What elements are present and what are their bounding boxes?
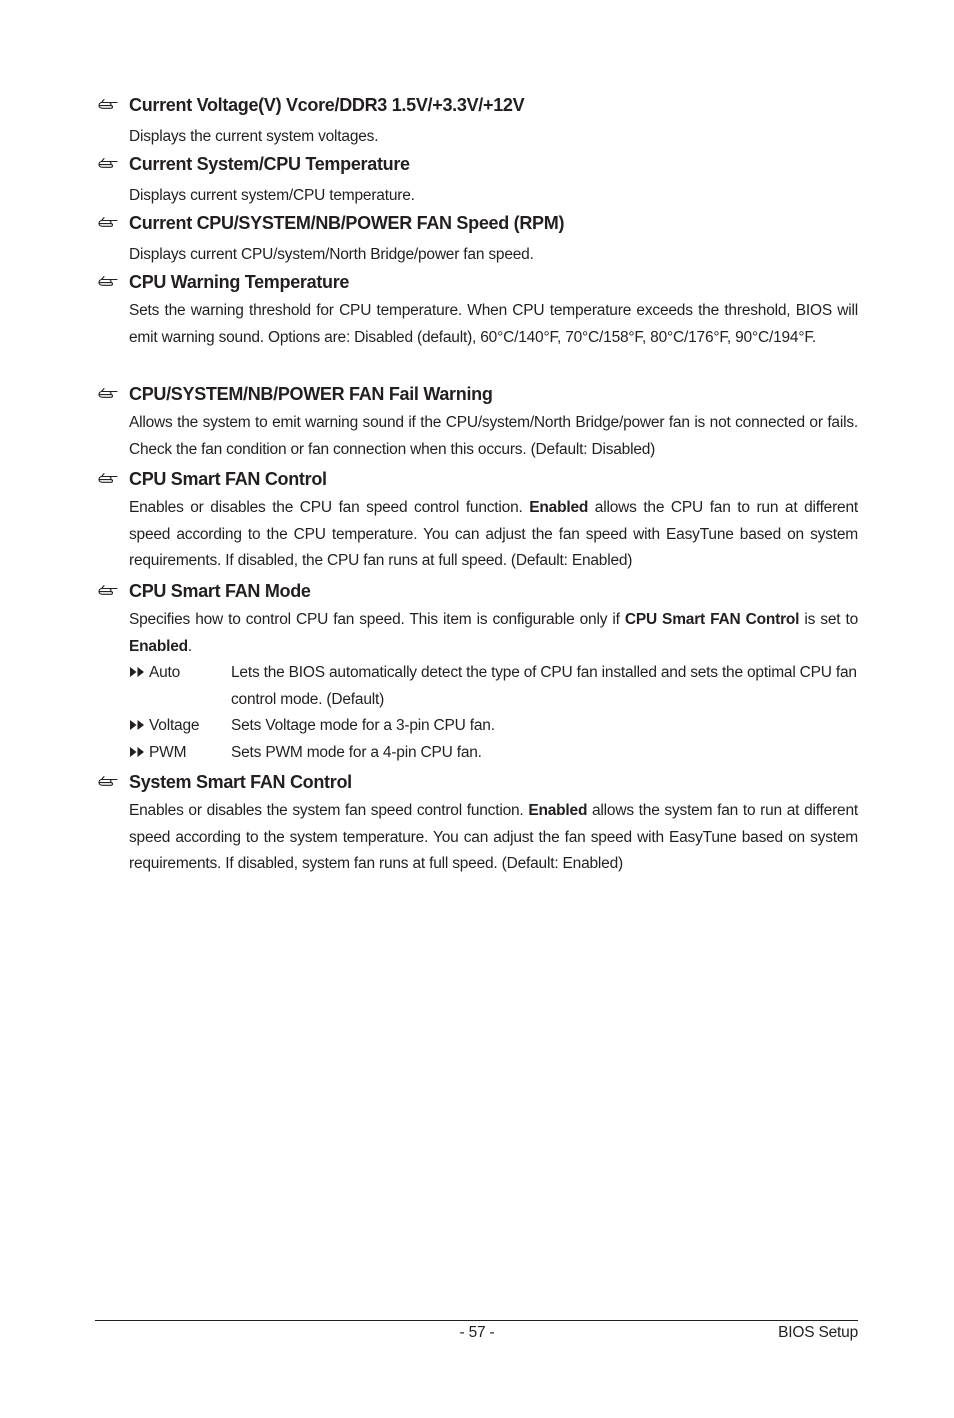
section-title: Current System/CPU Temperature: [129, 154, 410, 174]
double-arrow-icon: [129, 720, 146, 730]
section-description: Allows the system to emit warning sound if the CPU/system/North Bridge/power fan is not connected or fails. Check the fan condition or fan connection when this occurs. (Default: Disabled): [129, 414, 858, 458]
pointing-hand-icon: [98, 387, 118, 400]
section-title: CPU Smart FAN Mode: [129, 581, 311, 601]
description-bold: Enabled: [129, 637, 188, 655]
pointing-hand-icon: [98, 584, 118, 597]
section-title: CPU Warning Temperature: [129, 272, 350, 292]
footer-divider: [95, 1320, 858, 1321]
description-bold: CPU Smart FAN Control: [624, 611, 800, 628]
description-text: allows the CPU fan to run at different speed according to the CPU temperature. You can adjust the fan speed with EasyTune based on system requirements. If disabled, the CPU fan runs at full speed. (Default: Enabled): [129, 499, 859, 569]
pointing-hand-icon: [98, 98, 118, 111]
description-bold: Enabled: [529, 499, 589, 516]
double-arrow-icon: [129, 667, 146, 677]
footer-section-title: BIOS Setup: [778, 1324, 858, 1341]
option-description: Lets the BIOS automatically detect the type of CPU fan installed and sets the optimal CPU fan control mode. (Default): [231, 664, 857, 708]
section-description: Displays the current system voltages.: [129, 128, 379, 145]
pointing-hand-icon: [98, 157, 118, 170]
section-heading: [129, 152, 858, 176]
section-title: System Smart FAN Control: [129, 772, 352, 792]
section-cpu-warning-temperature: [0, 270, 858, 351]
option-description: Sets PWM mode for a 4-pin CPU fan.: [231, 743, 482, 761]
section-title: Current CPU/SYSTEM/NB/POWER FAN Speed (RPM): [129, 213, 565, 233]
option-label: Auto: [149, 664, 181, 681]
pointing-hand-icon: [98, 472, 118, 485]
description-text: is set to: [799, 611, 858, 628]
pointing-hand-icon: [98, 775, 118, 788]
section-title: Current Voltage(V) Vcore/DDR3 1.5V/+3.3V/+12V: [129, 95, 525, 115]
section-heading: [129, 382, 858, 406]
option-row-auto: [129, 660, 858, 713]
section-heading: [129, 270, 858, 294]
option-name: [129, 660, 229, 687]
section-current-voltage: [0, 93, 858, 151]
section-description: [129, 798, 858, 878]
section-heading: [129, 579, 858, 603]
section-system-cpu-temperature: [0, 152, 858, 210]
section-heading: [129, 770, 858, 794]
description-text: Enables or disables the system fan speed control function.: [129, 802, 529, 819]
option-row-voltage: [129, 713, 858, 740]
description-bold: Enabled: [528, 802, 588, 819]
option-name: [129, 713, 229, 740]
option-description: Sets Voltage mode for a 3-pin CPU fan.: [231, 717, 495, 734]
section-description: [129, 495, 858, 575]
description-text: .: [187, 637, 192, 655]
section-fan-fail-warning: [0, 382, 858, 463]
section-cpu-smart-fan-control: [0, 467, 858, 575]
description-text: Specifies how to control CPU fan speed. This item is configurable only if: [129, 611, 625, 628]
section-fan-speed: [0, 211, 858, 269]
section-heading: [129, 93, 858, 117]
section-title: CPU/SYSTEM/NB/POWER FAN Fail Warning: [129, 384, 493, 404]
page-number: - 57 -: [459, 1324, 495, 1341]
pointing-hand-icon: [98, 275, 118, 288]
section-heading: [129, 467, 858, 491]
option-label: Voltage: [149, 717, 200, 734]
section-description: [129, 607, 858, 660]
section-description: Sets the warning threshold for CPU temperature. When CPU temperature exceeds the threshold, BIOS will emit warning sound. Options are: Disabled (default), 60°C/140°F, 70°C/158°F, 80°C/176°F, 90°C/194°F.: [129, 302, 858, 346]
section-heading: [129, 211, 858, 235]
option-name: [129, 740, 229, 767]
description-text: allows the system fan to run at different speed according to the system temperature. You can adjust the fan speed with EasyTune based on system requirements. If disabled, system fan runs at full speed. (Default: Enabled): [129, 802, 858, 872]
description-text: Enables or disables the CPU fan speed control function.: [129, 499, 530, 516]
option-label: PWM: [149, 743, 187, 761]
section-system-smart-fan-control: [0, 770, 858, 878]
section-description: Displays current CPU/system/North Bridge/power fan speed.: [129, 246, 534, 263]
section-title: CPU Smart FAN Control: [129, 469, 327, 489]
section-cpu-smart-fan-mode: [0, 579, 858, 766]
double-arrow-icon: [129, 747, 146, 757]
option-row-pwm: [129, 740, 858, 767]
pointing-hand-icon: [98, 216, 118, 229]
section-description: Displays current system/CPU temperature.: [129, 187, 415, 204]
